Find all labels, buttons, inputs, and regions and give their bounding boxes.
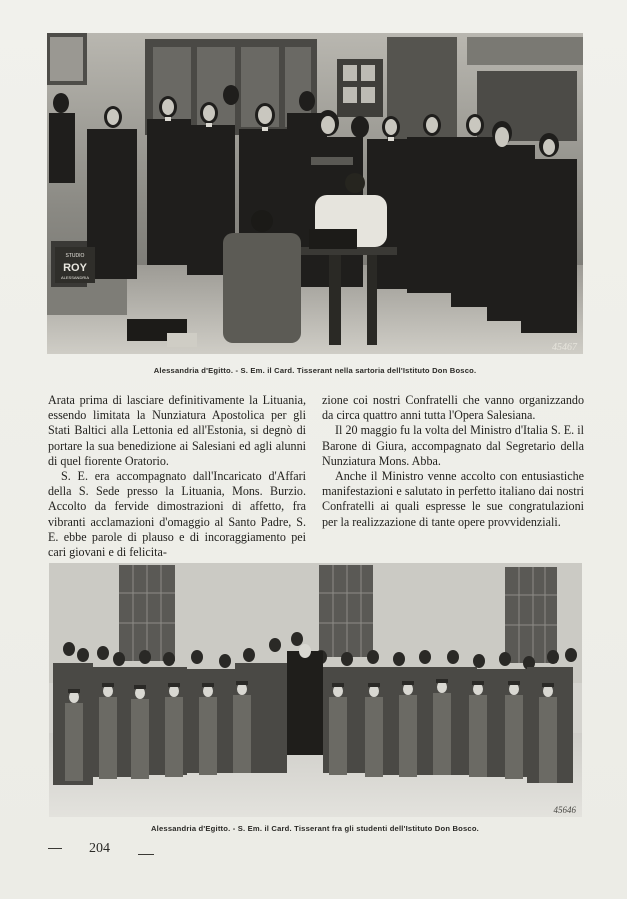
caption-top: Alessandria d'Egitto. - S. Em. il Card. Tisserant nella sartoria dell'Istituto Don Bosco. — [153, 366, 477, 375]
article-paragraph: Anche il Ministro venne accolto con entusiastiche manifestazioni e salutato in perfetto italiano dai nostri Confratelli ai quali espresse le sue congratulazioni per la realizzazione di tante opere provvidenziali. — [322, 469, 584, 529]
sartoria-photo-illustration — [47, 33, 583, 354]
negative-number-2: 45646 — [553, 805, 576, 815]
footer-rule-left — [48, 848, 62, 849]
footer-rule-right — [138, 854, 154, 855]
article-paragraph: Arata prima di lasciare definitivamente la Lituania, essendo limitata la Nunziatura Apostolica per gli Stati Baltici alla Lettonia ed all'Estonia, si degnò di portare la sua benedizione ai Salesiani ed agli alunni di quel fiorente Oratorio. — [48, 393, 306, 468]
studio-sign-line1: STUDIO — [65, 253, 85, 259]
article-paragraph: S. E. era accompagnato dall'Incaricato d'Affari della S. Sede presso la Lituania, Mons. Burzio. Accolto da fervide dimostrazioni di affetto, fra vibranti acclamazioni d'omaggio al Santo Padre, S. E. ebbe parole di plauso e di incoraggiamento pei cari giovani e di felicita- — [48, 469, 306, 560]
negative-number-1: 45467 — [552, 342, 577, 353]
article-column-right — [322, 393, 584, 530]
article-paragraph: Il 20 maggio fu la volta del Ministro d'Italia S. E. il Barone di Giura, accompagnato dal Segretario della Nunziatura Mons. Abba. — [322, 423, 584, 468]
article-column-left — [48, 393, 306, 560]
studio-sign-line2: ROY — [63, 262, 87, 274]
page-number: 204 — [89, 841, 110, 856]
sartoria-photo — [47, 33, 583, 354]
students-photo-illustration — [49, 563, 582, 817]
studio-sign-line3: ALESSANDRIA — [60, 275, 90, 280]
students-photo — [49, 563, 582, 817]
article-paragraph: zione coi nostri Confratelli che vanno organizzando da circa quattro anni tutta l'Opera Salesiana. — [322, 393, 584, 423]
caption-bottom: Alessandria d'Egitto. - S. Em. il Card. Tisserant fra gli studenti dell'Istituto Don Bosco. — [151, 824, 479, 833]
